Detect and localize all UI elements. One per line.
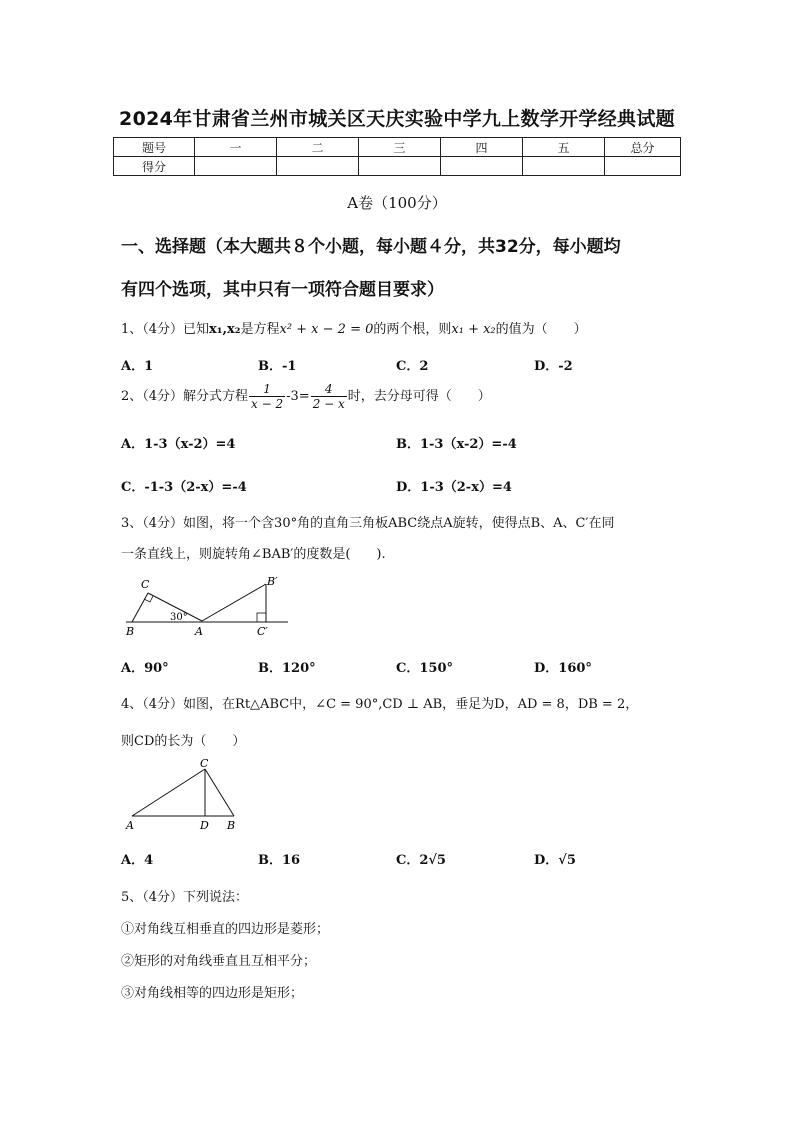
segment-bc [132, 593, 148, 622]
label-b: B [126, 625, 135, 638]
question-4-line2: 则CD的长为（ ） [121, 734, 246, 749]
q2-option-d: D．1-3（2-x）=4 [396, 480, 512, 495]
question-5-stem: 5、（4分）下列说法： [121, 890, 249, 905]
q2-option-b: B．1-3（x-2）=-4 [396, 437, 517, 452]
score-cell [195, 157, 277, 176]
label-a: A [195, 625, 203, 638]
header-cell: 三 [359, 138, 441, 157]
header-cell: 总分 [605, 138, 681, 157]
q1-option-a: A．1 [121, 359, 154, 374]
score-row-label: 得分 [114, 157, 195, 176]
q4-option-b: B．16 [258, 853, 301, 868]
q2-option-a: A．1-3（x-2）=4 [121, 437, 236, 452]
section-a-heading: A卷（100分） [347, 194, 447, 212]
label-c-prime: C′ [257, 625, 268, 638]
q1-option-d: D．-2 [534, 359, 573, 374]
q3-option-a: A．90° [121, 661, 169, 676]
q2-option-c: C．-1-3（2-x）=-4 [121, 480, 247, 495]
score-table [113, 137, 681, 176]
label-c: C [141, 578, 150, 591]
question-1-stem: 1、（4分）已知x₁,x₂是方程x² + x − 2 = 0的两个根，则x₁ + x₂的值为（ ） [121, 322, 587, 337]
label-a: A [126, 819, 134, 832]
label-c: C [200, 757, 209, 770]
part1-heading-line1: 一、选择题（本大题共８个小题，每小题４分，共32分，每小题均 [121, 237, 621, 257]
header-cell: 二 [277, 138, 359, 157]
question-2-stem: 2、（4分）解分式方程 $\frac{1}{x - 2}$ -3= $\frac{4}{2 - x}$ 时，去分母可得（ ） [121, 382, 491, 411]
exam-title: 2024年甘肃省兰州市城关区天庆实验中学九上数学开学经典试题 [119, 108, 675, 130]
q1-equation: x² + x − 2 = 0 [279, 322, 374, 337]
header-cell: 一 [195, 138, 277, 157]
score-table-header-row [114, 138, 681, 157]
part1-heading-line2: 有四个选项，其中只有一项符合题目要求） [121, 280, 444, 300]
q5-statement-2: ②矩形的对角线垂直且互相平分； [121, 954, 317, 969]
q4-option-a: A．4 [121, 853, 154, 868]
q4-triangle-figure [120, 755, 250, 835]
q2-fraction-2: $\frac{4}{2 - x}$ [312, 382, 345, 411]
label-b: B [227, 819, 236, 832]
header-cell: 四 [441, 138, 523, 157]
question-4-line1: 4、（4分）如图，在Rt△ABC中，∠C = 90°,CD ⊥ AB，垂足为D，AD = 8，DB = 2， [121, 697, 639, 712]
question-3-line2: 一条直线上，则旋转角∠BAB′的度数是( ). [121, 547, 386, 562]
header-cell: 五 [523, 138, 605, 157]
score-cell [359, 157, 441, 176]
q2-fraction-1: $\frac{1}{x - 2}$ [251, 382, 284, 411]
label-angle-30: 30° [170, 612, 188, 623]
question-3-line1: 3、（4分）如图，将一个含30°角的直角三角板ABC绕点A旋转，使得点B、A、C′在同 [121, 516, 615, 531]
q3-option-b: B．120° [258, 661, 316, 676]
q1-vars: x₁,x₂ [209, 322, 241, 337]
q1-option-c: C．2 [396, 359, 429, 374]
score-cell [277, 157, 359, 176]
q1-expression: x₁ + x₂ [451, 322, 496, 337]
label-b-prime: B′ [267, 575, 278, 588]
q3-option-d: D．160° [534, 661, 592, 676]
score-cell [605, 157, 681, 176]
q4-option-c: C．2√5 [396, 853, 446, 868]
q1-option-b: B．-1 [258, 359, 297, 374]
q5-statement-3: ③对角线相等的四边形是矩形； [121, 986, 304, 1001]
q5-statement-1: ①对角线互相垂直的四边形是菱形； [121, 922, 330, 937]
q4-option-d: D．√5 [534, 853, 576, 868]
segment-ab2 [202, 584, 266, 621]
q3-option-c: C．150° [396, 661, 453, 676]
label-d: D [200, 819, 209, 832]
score-table-score-row [114, 157, 681, 176]
right-angle-mark-c2 [257, 613, 266, 622]
score-cell [441, 157, 523, 176]
segment-cb [205, 769, 234, 816]
score-cell [523, 157, 605, 176]
segment-ac [132, 769, 205, 816]
header-cell: 题号 [114, 138, 195, 157]
q3-rotation-figure [120, 572, 295, 642]
